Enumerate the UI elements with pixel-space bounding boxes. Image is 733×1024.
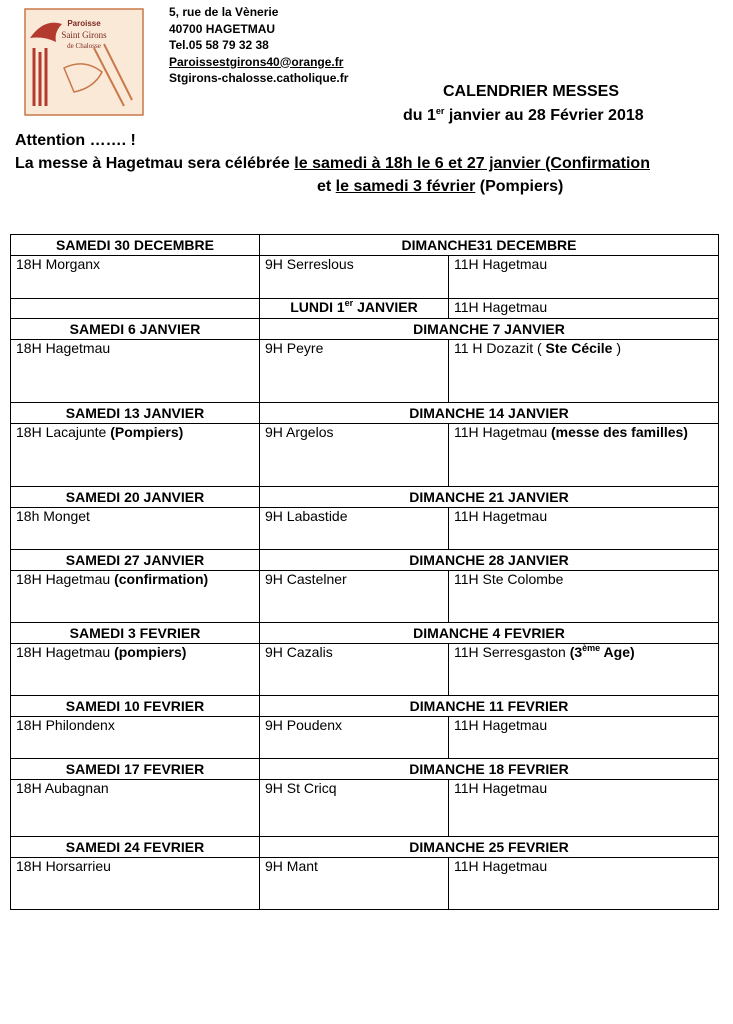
notice-line-1 — [15, 155, 650, 173]
notice-text: et — [317, 178, 336, 195]
saturday-header: SAMEDI 3 FEVRIER — [11, 623, 260, 644]
table-header-row — [11, 550, 719, 571]
mass-text: 18H Hagetmau — [16, 644, 115, 660]
address-block — [169, 4, 348, 87]
sunday-header: DIMANCHE 7 JANVIER — [260, 319, 719, 340]
table-row — [11, 299, 719, 319]
address-web[interactable]: Stgirons-chalosse.catholique.fr — [169, 71, 349, 85]
table-row — [11, 571, 719, 623]
table-header-row — [11, 696, 719, 717]
mass-text: 18H Lacajunte — [16, 424, 111, 440]
sunday-header: DIMANCHE 25 FEVRIER — [260, 837, 719, 858]
notice-underlined: le samedi à 18h le 6 et 27 janvier (Confirmation — [294, 155, 650, 172]
table-row — [11, 340, 719, 403]
saturday-header: SAMEDI 17 FEVRIER — [11, 759, 260, 780]
mass-note — [570, 644, 635, 660]
notice-text: (Pompiers) — [475, 178, 564, 195]
logo-line2: Saint Girons — [61, 30, 107, 40]
saturday-header: SAMEDI 30 DECEMBRE — [11, 235, 260, 256]
saturday-mass: 18H Morganx — [11, 256, 260, 299]
sunday-header: DIMANCHE 4 FEVRIER — [260, 623, 719, 644]
table-row — [11, 858, 719, 910]
address-email[interactable]: Paroissestgirons40@orange.fr — [169, 54, 344, 69]
mass-text: 11 H Dozazit ( — [454, 340, 546, 356]
monday-header — [260, 299, 449, 319]
address-phone: Tel.05 58 79 32 38 — [169, 38, 269, 52]
saturday-mass: 18h Monget — [11, 508, 260, 550]
monday-text: LUNDI 1 — [290, 299, 345, 315]
logo-line1: Paroisse — [67, 19, 101, 28]
saturday-mass: 18H Aubagnan — [11, 780, 260, 837]
mass-text: ) — [612, 340, 622, 356]
sunday-header: DIMANCHE 14 JANVIER — [260, 403, 719, 424]
mass-text: 18H Hagetmau — [16, 571, 115, 587]
sunday-header: DIMANCHE 21 JANVIER — [260, 487, 719, 508]
sunday-9h-mass: 9H Peyre — [260, 340, 449, 403]
mass-calendar-table — [10, 234, 719, 910]
address-city: 40700 HAGETMAU — [169, 21, 276, 36]
table-row — [11, 424, 719, 487]
table-header-row — [11, 837, 719, 858]
saturday-mass — [11, 424, 260, 487]
sunday-11h-mass: 11H Hagetmau — [449, 858, 719, 910]
mass-text: 11H Serresgaston — [454, 644, 570, 660]
table-header-row — [11, 759, 719, 780]
sunday-11h-mass: 11H Hagetmau — [449, 256, 719, 299]
sunday-header: DIMANCHE 11 FEVRIER — [260, 696, 719, 717]
mass-note: (Pompiers) — [110, 424, 184, 440]
table-row — [11, 508, 719, 550]
calendar-title: CALENDRIER MESSES — [443, 83, 620, 100]
sunday-11h-mass — [449, 644, 719, 696]
sunday-9h-mass: 9H Argelos — [260, 424, 449, 487]
logo-line3: de Chalosse — [67, 42, 101, 50]
monday-sup: er — [344, 298, 354, 308]
mass-note: (confirmation) — [114, 571, 209, 587]
notice-underlined: le samedi 3 février — [335, 178, 476, 195]
sunday-9h-mass: 9H Cazalis — [260, 644, 449, 696]
subtitle-part: janvier au 28 Février 2018 — [444, 107, 644, 124]
sunday-header: DIMANCHE31 DECEMBRE — [260, 235, 719, 256]
saturday-header: SAMEDI 10 FEVRIER — [11, 696, 260, 717]
sunday-9h-mass: 9H Poudenx — [260, 717, 449, 759]
sunday-9h-mass: 9H Labastide — [260, 508, 449, 550]
saturday-header: SAMEDI 6 JANVIER — [11, 319, 260, 340]
monday-text: JANVIER — [353, 299, 418, 315]
subtitle-sup: er — [435, 106, 445, 116]
saturday-header: SAMEDI 20 JANVIER — [11, 487, 260, 508]
table-row — [11, 780, 719, 837]
monday-11h-mass: 11H Hagetmau — [449, 299, 719, 319]
table-header-row — [11, 319, 719, 340]
sunday-header: DIMANCHE 18 FEVRIER — [260, 759, 719, 780]
saturday-mass: 18H Hagetmau — [11, 340, 260, 403]
mass-text: 11H Hagetmau — [454, 424, 552, 440]
saturday-mass — [11, 644, 260, 696]
sunday-9h-mass: 9H St Cricq — [260, 780, 449, 837]
mass-note: (messe des familles) — [551, 424, 688, 440]
table-header-row — [11, 235, 719, 256]
notice-text: La messe à Hagetmau sera célébrée — [15, 155, 295, 172]
table-header-row — [11, 623, 719, 644]
saturday-header: SAMEDI 27 JANVIER — [11, 550, 260, 571]
calendar-subtitle — [403, 107, 644, 125]
notice-line-2 — [317, 178, 563, 196]
note-part: Age) — [600, 644, 635, 660]
empty-cell — [11, 299, 260, 319]
sunday-header: DIMANCHE 28 JANVIER — [260, 550, 719, 571]
note-sup: ème — [582, 643, 601, 653]
mass-note: (pompiers) — [114, 644, 187, 660]
sunday-9h-mass: 9H Castelner — [260, 571, 449, 623]
sunday-11h-mass: 11H Hagetmau — [449, 780, 719, 837]
table-row — [11, 717, 719, 759]
saturday-mass: 18H Horsarrieu — [11, 858, 260, 910]
sunday-11h-mass: 11H Ste Colombe — [449, 571, 719, 623]
table-row — [11, 644, 719, 696]
address-street: 5, rue de la Vènerie — [169, 5, 279, 19]
saturday-mass — [11, 571, 260, 623]
parish-logo — [24, 8, 144, 116]
table-row — [11, 256, 719, 299]
attention-heading: Attention ……. ! — [15, 132, 136, 149]
mass-note: Ste Cécile — [545, 340, 613, 356]
sunday-11h-mass — [449, 424, 719, 487]
sunday-11h-mass: 11H Hagetmau — [449, 717, 719, 759]
table-header-row — [11, 403, 719, 424]
note-part: (3 — [569, 644, 583, 660]
sunday-11h-mass: 11H Hagetmau — [449, 508, 719, 550]
saturday-mass: 18H Philondenx — [11, 717, 260, 759]
table-header-row — [11, 487, 719, 508]
subtitle-part: du 1 — [403, 107, 436, 124]
sunday-9h-mass: 9H Mant — [260, 858, 449, 910]
saturday-header: SAMEDI 24 FEVRIER — [11, 837, 260, 858]
sunday-9h-mass: 9H Serreslous — [260, 256, 449, 299]
saturday-header: SAMEDI 13 JANVIER — [11, 403, 260, 424]
sunday-11h-mass — [449, 340, 719, 403]
